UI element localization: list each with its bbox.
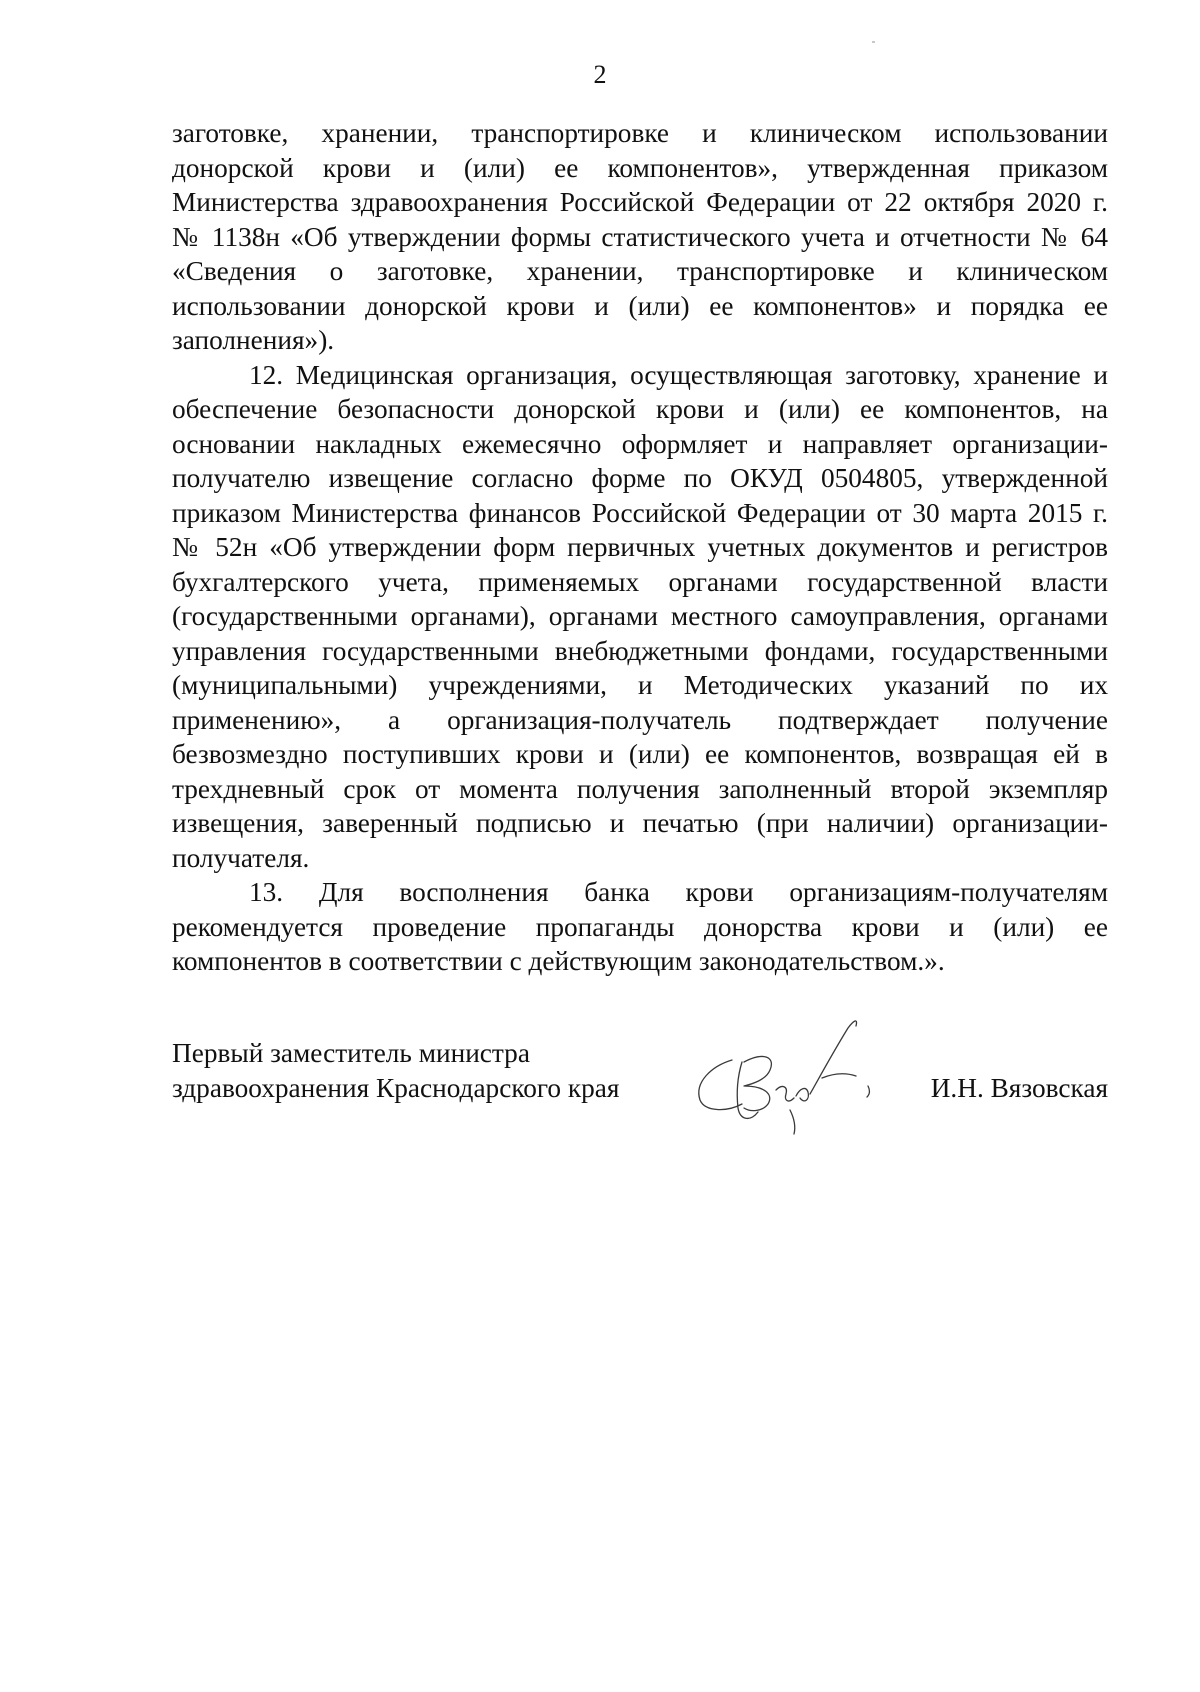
text-line: компонентов в соответствии с действующим законодательством.». [172,946,945,976]
text-line: извещения, заверенный подписью и печатью (при наличии) организации- [172,808,1108,838]
text-line: № 1138н «Об утверждении формы статистического учета и отчетности № 64 [172,221,1108,252]
text-line: (муниципальными) учреждениями, и Методических указаний по их [172,670,1108,700]
text-line: основании накладных ежемесячно оформляет и направляет организации- [172,428,1108,459]
text-line: управления государственными внебюджетными фондами, государственными [172,635,1108,666]
text-line: (государственными органами), органами местного самоуправления, органами [172,601,1108,631]
text-line: № 52н «Об утверждении форм первичных учетных документов и регистров [172,532,1108,562]
signatory-title-line-2: здравоохранения Краснодарского края [172,1073,620,1103]
text-line: «Сведения о заготовке, хранении, транспортировке и клиническом [172,256,1108,286]
text-line: применению», а организация-получатель подтверждает получение [172,704,1108,735]
signatory-name: И.Н. Вязовская [930,1073,1108,1103]
text-line: Министерства здравоохранения Российской Федерации от 22 октября 2020 г. [172,187,1108,217]
text-line: бухгалтерского учета, применяемых органами государственной власти [172,566,1108,597]
text-line: заготовке, хранении, транспортировке и клиническом использовании [172,118,1108,148]
text-line: безвозмездно поступивших крови и (или) ее компонентов, возвращая ей в [172,739,1108,769]
signatory-title-line-1: Первый заместитель министра [172,1038,530,1068]
paragraph-13-start: 13. Для восполнения банка крови организациям-получателям [249,877,1108,907]
paragraph-12-start: 12. Медицинская организация, осуществляющая заготовку, хранение и [249,359,1108,390]
document-body [172,116,1108,979]
text-line: донорской крови и (или) ее компонентов», утвержденная приказом [172,152,1108,183]
text-line: рекомендуется проведение пропаганды донорства крови и (или) ее [172,911,1108,942]
text-line: использовании донорской крови и (или) ее компонентов» и порядка ее [172,290,1108,321]
text-line: приказом Министерства финансов Российской Федерации от 30 марта 2015 г. [172,497,1108,528]
text-line: обеспечение безопасности донорской крови и (или) ее компонентов, на [172,394,1108,424]
handwritten-signature [672,1000,872,1140]
page-number: 2 [593,60,607,89]
signatory-title [172,1036,619,1106]
text-line: получателя. [172,842,310,873]
text-line: трехдневный срок от момента получения заполненный второй экземпляр [172,773,1108,804]
text-line: заполнения»). [172,325,335,355]
signature-block [172,1036,1108,1126]
text-line: получателю извещение согласно форме по ОКУД 0504805, утвержденной [172,463,1108,493]
scan-artifact [872,41,875,43]
